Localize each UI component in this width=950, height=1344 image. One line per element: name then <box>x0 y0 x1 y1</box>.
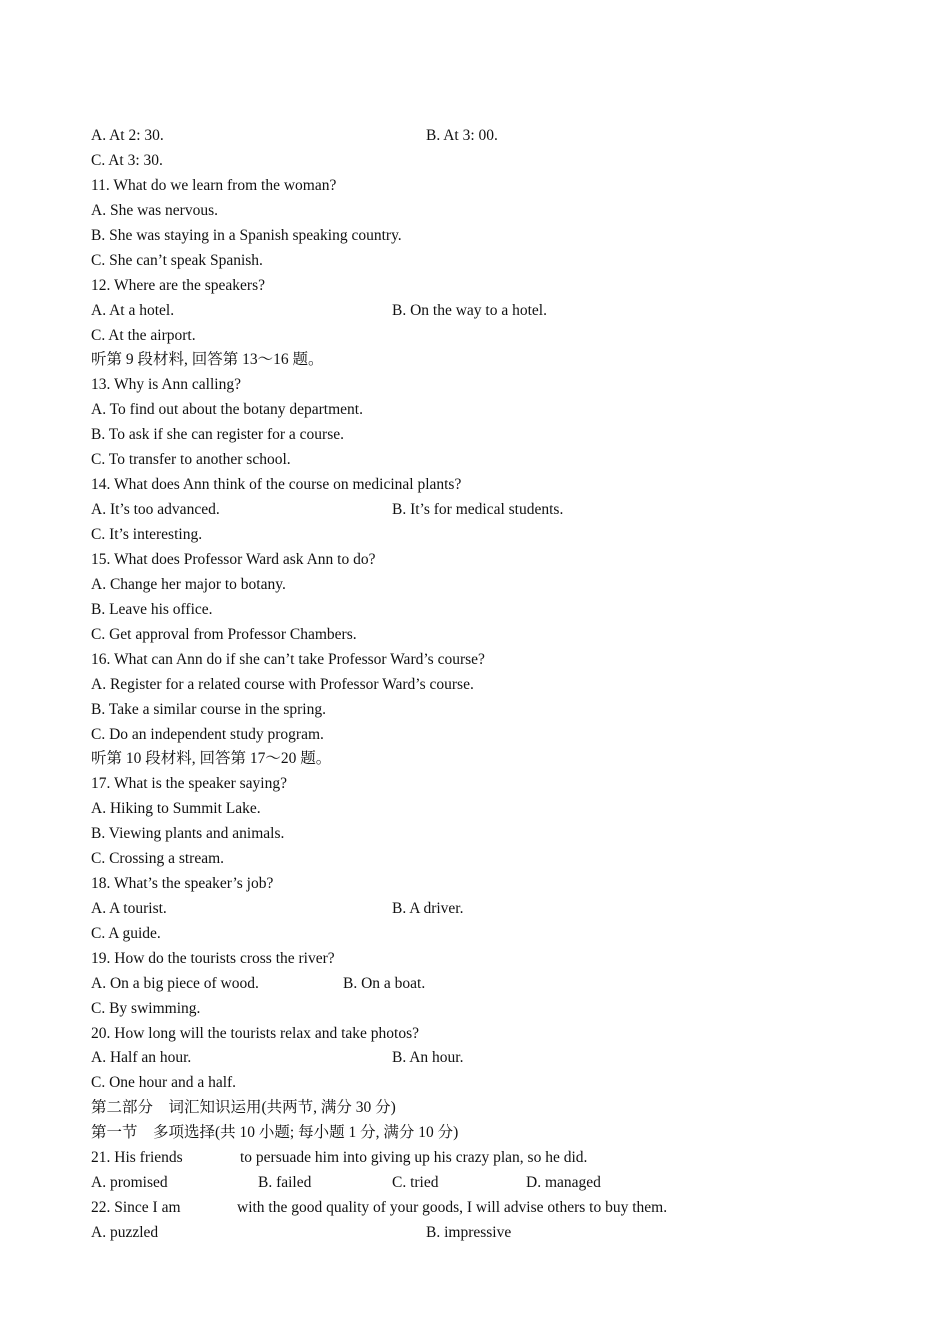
option-row <box>91 1170 601 1195</box>
option-row <box>91 1045 464 1070</box>
option-b: B. On the way to a hotel. <box>392 302 547 319</box>
question-stem-end: with the good quality of your goods, I will advise others to buy them. <box>237 1199 668 1216</box>
option-a: A. On a big piece of wood. <box>91 975 259 992</box>
option-a: A. A tourist. <box>91 900 167 917</box>
question-17: 17. What is the speaker saying? <box>91 775 287 792</box>
option-a: A. Change her major to botany. <box>91 576 286 593</box>
question-12: 12. Where are the speakers? <box>91 277 265 294</box>
option-b: B. Viewing plants and animals. <box>91 825 285 842</box>
question-stem-start: 21. His friends <box>91 1149 183 1166</box>
option-a: A. promised <box>91 1174 168 1191</box>
option-b: B. It’s for medical students. <box>392 501 564 518</box>
option-c: C. One hour and a half. <box>91 1074 237 1091</box>
option-row <box>91 298 547 323</box>
question-11: 11. What do we learn from the woman? <box>91 177 337 194</box>
option-a: A. Half an hour. <box>91 1049 192 1066</box>
option-c: C. Do an independent study program. <box>91 726 324 743</box>
option-c: C. Crossing a stream. <box>91 850 225 867</box>
option-a: A. It’s too advanced. <box>91 501 220 518</box>
question-15: 15. What does Professor Ward ask Ann to do? <box>91 551 376 568</box>
question-13: 13. Why is Ann calling? <box>91 376 241 393</box>
option-b: B. To ask if she can register for a course. <box>91 426 345 443</box>
question-20: 20. How long will the tourists relax and take photos? <box>91 1025 420 1042</box>
option-c: C. To transfer to another school. <box>91 451 291 468</box>
option-a: A. To find out about the botany department. <box>91 401 363 418</box>
option-a: A. Hiking to Summit Lake. <box>91 800 261 817</box>
question-18: 18. What’s the speaker’s job? <box>91 875 274 892</box>
option-a: A. puzzled <box>91 1224 159 1241</box>
option-row <box>91 497 564 522</box>
option-b: B. She was staying in a Spanish speaking country. <box>91 227 402 244</box>
option-c: C. Get approval from Professor Chambers. <box>91 626 357 643</box>
option-c: C. At the airport. <box>91 327 196 344</box>
question-14: 14. What does Ann think of the course on medicinal plants? <box>91 476 462 493</box>
question-16: 16. What can Ann do if she can’t take Professor Ward’s course? <box>91 651 485 668</box>
section-instruction: 听第 9 段材料, 回答第 13～16 题。 <box>91 351 324 368</box>
question-22 <box>91 1195 668 1220</box>
option-a: A. At 2: 30. <box>91 127 164 144</box>
option-c: C. A guide. <box>91 925 161 942</box>
option-c: C. It’s interesting. <box>91 526 203 543</box>
option-c: C. At 3: 30. <box>91 152 163 169</box>
option-row <box>91 971 426 996</box>
option-row <box>91 896 464 921</box>
option-b: B. Leave his office. <box>91 601 213 618</box>
option-b: B. An hour. <box>392 1049 464 1066</box>
section-heading: 第一节 多项选择(共 10 小题; 每小题 1 分, 满分 10 分) <box>91 1124 459 1141</box>
option-c: C. tried <box>392 1174 439 1191</box>
question-stem-end: to persuade him into giving up his crazy plan, so he did. <box>240 1149 588 1166</box>
option-b: B. Take a similar course in the spring. <box>91 701 326 718</box>
option-row <box>91 123 498 148</box>
option-a: A. At a hotel. <box>91 302 175 319</box>
question-stem-start: 22. Since I am <box>91 1199 181 1216</box>
question-21 <box>91 1145 588 1170</box>
part-heading: 第二部分 词汇知识运用(共两节, 满分 30 分) <box>91 1099 396 1116</box>
option-a: A. She was nervous. <box>91 202 218 219</box>
question-19: 19. How do the tourists cross the river? <box>91 950 335 967</box>
option-b: B. impressive <box>426 1224 512 1241</box>
option-b: B. A driver. <box>392 900 464 917</box>
option-c: C. She can’t speak Spanish. <box>91 252 263 269</box>
option-row <box>91 1220 512 1245</box>
option-c: C. By swimming. <box>91 1000 201 1017</box>
option-a: A. Register for a related course with Professor Ward’s course. <box>91 676 474 693</box>
section-instruction: 听第 10 段材料, 回答第 17～20 题。 <box>91 750 332 767</box>
option-b: B. failed <box>258 1174 312 1191</box>
option-d: D. managed <box>526 1174 601 1191</box>
option-b: B. On a boat. <box>343 975 426 992</box>
option-b: B. At 3: 00. <box>426 127 498 144</box>
